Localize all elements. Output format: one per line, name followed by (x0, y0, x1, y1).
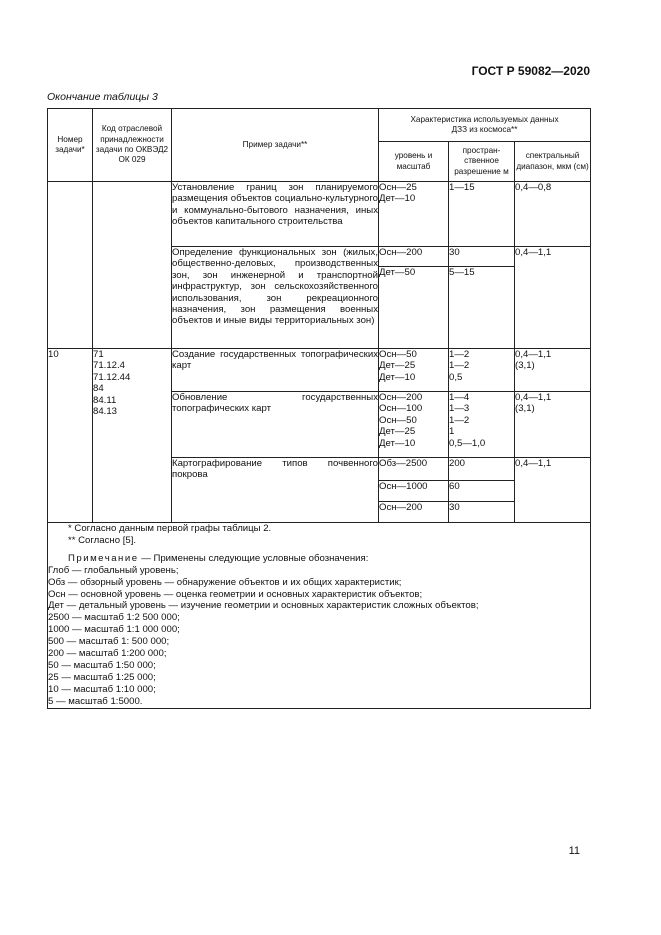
data-table (47, 108, 591, 709)
note-line: 50 — масштаб 1:50 000; (48, 659, 156, 671)
cell-spectral: 0,4—0,8 (515, 182, 591, 247)
note-label: Примечание (68, 552, 139, 564)
cell-level: Осн—50 Дет—25 Дет—10 (379, 349, 449, 392)
notes-cell (48, 523, 591, 709)
cell-spectral: 0,4—1,1 (515, 458, 591, 523)
cell-resolution: 30 (449, 502, 515, 523)
header-level: уровень и масштаб (379, 142, 449, 182)
cell-resolution: 1—15 (449, 182, 515, 247)
cell-spectral: 0,4—1,1 (515, 247, 591, 349)
footnote-1: * Согласно данным первой графы таблицы 2. (68, 523, 272, 534)
header-example: Пример задачи** (172, 109, 379, 182)
cell-level: Осн—25 Дет—10 (379, 182, 449, 247)
cell-resolution: 1—4 1—3 1—2 1 0,5—1,0 (449, 392, 515, 458)
note-line: 200 — масштаб 1:200 000; (48, 648, 167, 660)
cell-level: Осн—200 Осн—100 Осн—50 Дет—25 Дет—10 (379, 392, 449, 458)
note-text: — Применены следующие условные обозначения: (138, 552, 369, 564)
cell-resolution: 30 (449, 247, 515, 267)
cell-resolution: 60 (449, 481, 515, 502)
cell-example (172, 349, 379, 392)
note-line: Осн — основной уровень — оценка геометрии и основных характеристик объектов; (48, 588, 423, 600)
note-line: Глоб — глобальный уровень; (48, 564, 179, 576)
cell-example (172, 458, 379, 523)
note-line: Дет — детальный уровень — изучение геометрии и основных характеристик сложных объектов; (48, 600, 479, 612)
cell-spectral: 0,4—1,1 (3,1) (515, 349, 591, 392)
cell-level: Осн—200 (379, 247, 449, 267)
document-code: ГОСТ Р 59082—2020 (471, 64, 590, 78)
cell-example (172, 392, 379, 458)
table-row (48, 182, 591, 247)
example-text: Определение функциональных зон (жилых, общественно-деловых, производственных зон, зон инженерной и транспортной инфраструктур, зон сельскохозяйственного использования, зон рекреационного назначения, зон размещения военных объектов и иные виды территориальных зон) (172, 247, 378, 327)
cell-number: 10 (48, 349, 93, 523)
note-line: Обз — обзорный уровень — обнаружение объектов и их общих характеристик; (48, 576, 402, 588)
cell-resolution: 200 (449, 458, 515, 481)
note-line: 5 — масштаб 1:5000. (48, 695, 143, 707)
cell-example (172, 247, 379, 349)
header-number: Номер задачи* (48, 109, 93, 182)
cell-level: Осн—200 (379, 502, 449, 523)
note-line: 25 — масштаб 1:25 000; (48, 671, 156, 683)
page-number: 11 (568, 845, 580, 857)
note-line: 10 — масштаб 1:10 000; (48, 683, 156, 695)
cell-code: 71 71.12.4 71.12.44 84 84.11 84.13 (93, 349, 172, 523)
table-caption: Окончание таблицы 3 (47, 91, 158, 103)
cell-spectral: 0,4—1,1 (3,1) (515, 392, 591, 458)
cell-level: Осн—1000 (379, 481, 449, 502)
note-line: 1000 — масштаб 1:1 000 000; (48, 624, 180, 636)
cell-number-empty (48, 182, 93, 349)
note-line: 500 — масштаб 1: 500 000; (48, 636, 170, 648)
example-text: Создание государственных топографических карт (172, 349, 378, 372)
header-code: Код отраслевой принадлежности задачи по ОКВЭД2 ОК 029 (93, 109, 172, 182)
example-text: Картографирование типов почвенного покрова (172, 458, 378, 481)
example-text: Обновление государственных топографических карт (172, 392, 378, 415)
notes-row (48, 523, 591, 709)
cell-level: Дет—50 (379, 267, 449, 349)
table-row (48, 349, 591, 392)
note-line: 2500 — масштаб 1:2 500 000; (48, 612, 180, 624)
header-resolution: простран-ственное разрешение м (449, 142, 515, 182)
example-text: Установление границ зон планируемого размещения объектов социально-культурного и коммунально-бытового назначения, иных объектов капитального строительства (172, 182, 378, 228)
cell-level: Обз—2500 (379, 458, 449, 481)
cell-code-empty (93, 182, 172, 349)
cell-resolution: 1—2 1—2 0,5 (449, 349, 515, 392)
note-heading (48, 553, 590, 565)
cell-example (172, 182, 379, 247)
header-spectral: спектральный диапазон, мкм (см) (515, 142, 591, 182)
header-characteristics: Характеристика используемых данных ДЗЗ из космоса** (379, 109, 591, 142)
cell-resolution: 5—15 (449, 267, 515, 349)
footnote-2: ** Согласно [5]. (68, 534, 137, 546)
